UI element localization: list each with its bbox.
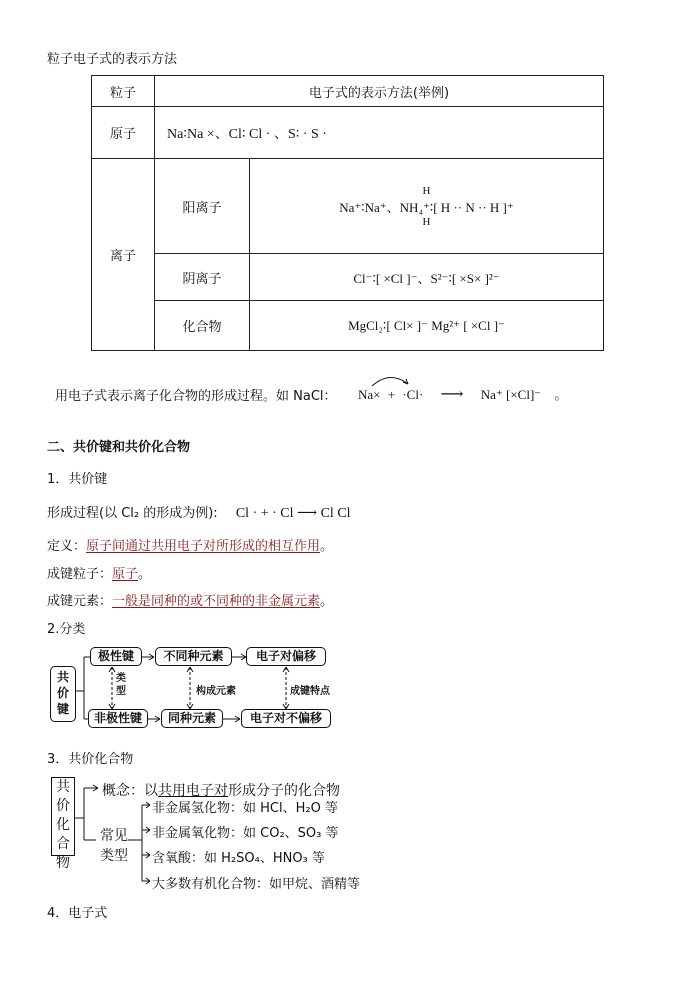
electron-formula-table (91, 75, 604, 351)
atom-example-text: Na∶Na ×、Cl∶ Cl · 、S∶ · S · (167, 126, 327, 142)
definition-line (47, 535, 333, 554)
bond-element-label: 成键元素： (47, 594, 113, 609)
bond-element-value: 一般是同种的或不同种的非金属元素 (112, 594, 321, 609)
cation-h-bottom: H (422, 215, 431, 228)
polar-bond-box: 极性键 (90, 647, 142, 666)
different-elements-box: 不同种元素 (155, 647, 232, 666)
subsection-title: 1．共价键 (47, 472, 108, 487)
bond-particle-end: 。 (138, 567, 152, 582)
formation-label: 形成过程(以 Cl₂ 的形成为例): (47, 506, 218, 521)
type-label: 类型 (116, 673, 126, 697)
covalent-bond-root-text: 共价键 (56, 670, 69, 716)
formation-line (47, 502, 351, 522)
row-label-ion: 离子 (92, 159, 155, 351)
cl-atom: ·Cl· (402, 387, 424, 402)
row-label-cation: 阳离子 (155, 159, 250, 254)
nonpolar-bond-box: 非极性键 (88, 709, 148, 728)
arrow-icon: ⟶ (440, 386, 464, 403)
bond-particle-label: 成键粒子： (47, 567, 113, 582)
electron-pair-shift-box: 电子对偏移 (246, 647, 326, 666)
row-label-anion: 阴离子 (155, 254, 250, 301)
compound-item-oxyacid: 含氧酸：如 H₂SO₄、HNO₃ 等 (152, 851, 325, 866)
compound-item-oxide: 非金属氧化物：如 CO₂、SO₃ 等 (152, 826, 339, 841)
covalent-bond-root (50, 666, 76, 722)
plus-sign: + (387, 387, 396, 402)
cation-h-top: H (422, 184, 431, 197)
section-title: 二、共价键和共价化合物 (47, 440, 191, 455)
no-shift-box: 电子对不偏移 (241, 709, 331, 728)
section-heading: 粒子电子式的表示方法 (47, 52, 178, 67)
compound-item-organic: 大多数有机化合物：如甲烷、酒精等 (152, 877, 361, 892)
concept-label: 概念：以 (102, 783, 158, 799)
nacl-product: Na⁺ [×Cl]⁻ (480, 387, 542, 402)
bond-feature-label: 成键特点 (290, 686, 330, 697)
table-header-method: 电子式的表示方法(举例) (155, 76, 604, 107)
period: 。 (554, 387, 568, 402)
electron-transfer-arc-icon (370, 372, 412, 388)
ionic-process-text: 用电子式表示离子化合物的形成过程。如 NaCl： (55, 389, 337, 404)
na-atom: Na× (358, 387, 381, 402)
ionic-process-line (55, 385, 337, 404)
definition-label: 定义： (47, 539, 87, 554)
composition-label: 构成元素 (196, 686, 236, 697)
bond-particle-line (47, 563, 151, 582)
covalent-compound-root-text: 共价化合物 (56, 779, 70, 871)
cation-example (250, 159, 604, 254)
bond-particle-value: 原子 (112, 567, 139, 582)
row-label-atom: 原子 (92, 107, 155, 159)
subsection-title: 2.分类 (47, 622, 86, 637)
same-element-box: 同种元素 (161, 709, 223, 728)
table-header-particle: 粒子 (92, 76, 155, 107)
bond-element-line (47, 590, 333, 609)
cation-example-text: Na⁺∶Na⁺、NH₄⁺∶[ H ·· N ·· H ]⁺ (339, 199, 514, 215)
concept-rest: 形成分子的化合物 (228, 783, 340, 799)
formation-equation: Cl · + · Cl ⟶ Cl Cl (235, 506, 351, 521)
compound-example: MgCl₂∶[ Cl× ]⁻ Mg²⁺ [ ×Cl ]⁻ (250, 301, 604, 351)
definition-value: 原子间通过共用电子对所形成的相互作用 (86, 539, 321, 554)
subsection-title: 3．共价化合物 (47, 752, 134, 767)
concept-underline: 共用电子对 (158, 783, 228, 799)
row-label-compound: 化合物 (155, 301, 250, 351)
definition-end: 。 (320, 539, 334, 554)
atom-example (155, 107, 604, 159)
anion-example: Cl⁻∶[ ×Cl ]⁻、S²⁻∶[ ×S× ]²⁻ (250, 254, 604, 301)
bond-element-end: 。 (320, 594, 334, 609)
compound-item-hydride: 非金属氢化物：如 HCl、H₂O 等 (152, 801, 338, 816)
subsection-title: 4．电子式 (47, 906, 108, 921)
common-types-label: 常见类型 (100, 828, 128, 864)
